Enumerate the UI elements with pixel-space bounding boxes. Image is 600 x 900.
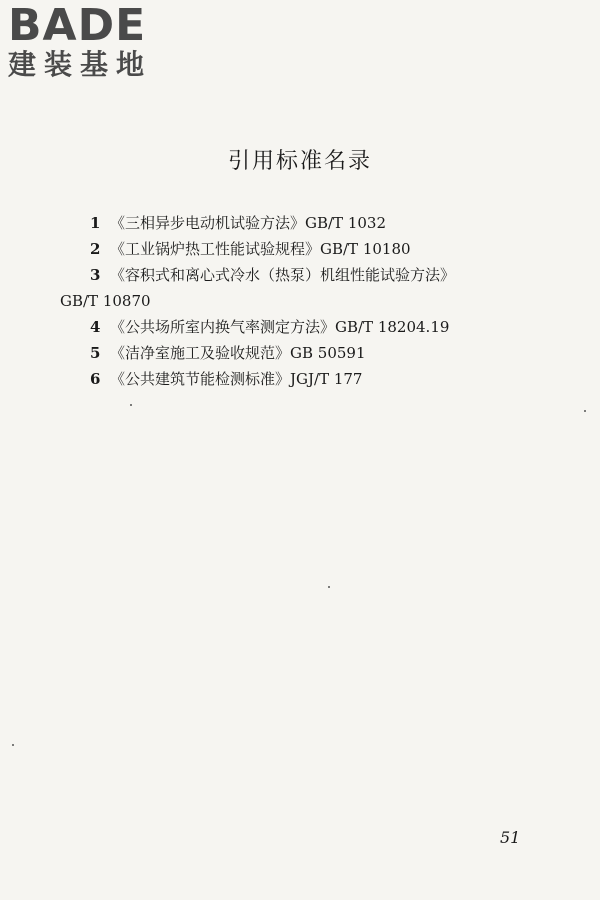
reference-item (60, 210, 560, 236)
logo-latin: BADE (8, 0, 147, 51)
bade-logo (8, 0, 176, 84)
scan-speck (584, 410, 586, 412)
reference-text: 《公共建筑节能检测标准》JGJ/T 177 (110, 370, 363, 388)
scan-speck (12, 744, 14, 746)
logo-cjk: 建装基地 (8, 48, 153, 81)
reference-item (60, 236, 560, 262)
page-number: 51 (500, 828, 521, 847)
reference-text: 《洁净室施工及验收规范》GB 50591 (110, 344, 366, 362)
reference-item (60, 262, 560, 314)
reference-item (60, 366, 560, 392)
page-title: 引用标准名录 (227, 149, 372, 174)
reference-number: 6 (90, 370, 101, 388)
reference-text: 《三相异步电动机试验方法》GB/T 1032 (110, 214, 387, 232)
reference-list (60, 210, 560, 392)
reference-continuation: GB/T 10870 (60, 292, 151, 310)
reference-number: 3 (90, 266, 101, 284)
scan-speck (130, 404, 132, 406)
reference-number: 4 (90, 318, 101, 336)
reference-text: 《容积式和离心式冷水（热泵）机组性能试验方法》 (110, 266, 456, 284)
reference-text: 《工业锅炉热工性能试验规程》GB/T 10180 (110, 240, 411, 258)
reference-number: 1 (90, 214, 101, 232)
reference-number: 2 (90, 240, 101, 258)
reference-item (60, 314, 560, 340)
scan-speck (328, 586, 330, 588)
reference-number: 5 (90, 344, 101, 362)
reference-text: 《公共场所室内换气率测定方法》GB/T 18204.19 (110, 318, 450, 336)
reference-item (60, 340, 560, 366)
